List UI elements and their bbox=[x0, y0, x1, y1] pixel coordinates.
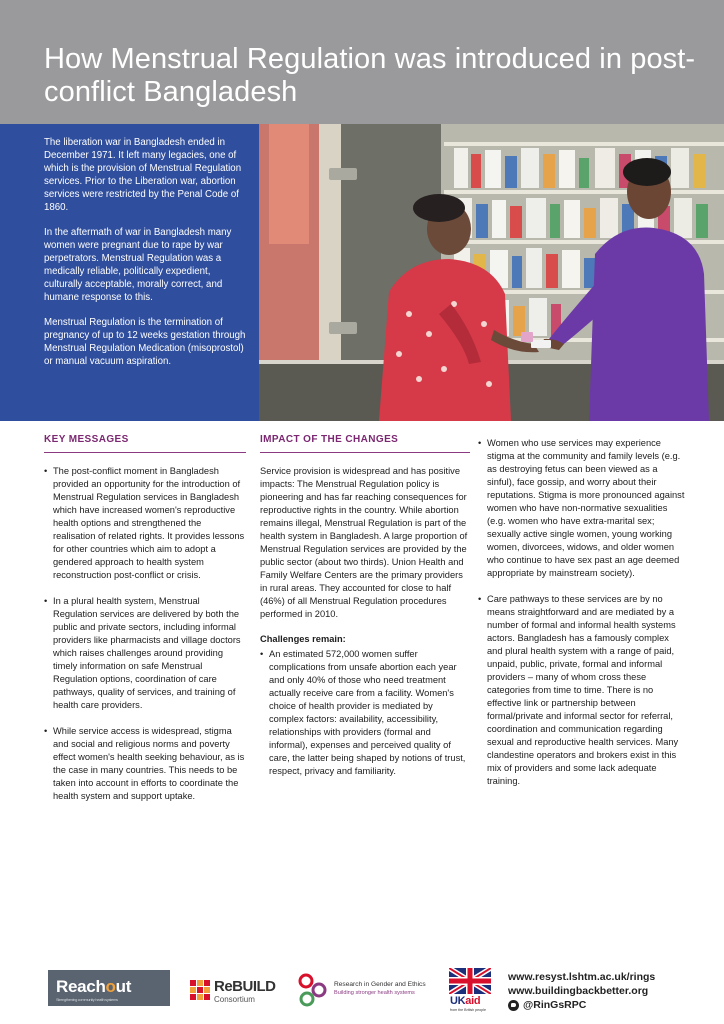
impact-heading: IMPACT OF THE CHANGES bbox=[260, 433, 470, 453]
intro-paragraph: The liberation war in Bangladesh ended in December 1971. It left many legacies, one of which is the provision of Menstrual Regulation services. Prior to the Liberation war, abortion services were restricted by the Penal Code of 1860. bbox=[44, 137, 242, 213]
resyst-link[interactable]: www.resyst.lshtm.ac.uk/rings bbox=[508, 971, 656, 983]
challenge-bullet: • Women who use services may experience stigma at the community and family levels (e.g. as destroying fetus can been viewed as a sinful), face gossip, and worry about their reputations. Stigma is more pronounced against women who have non-normative sexualities (e.g. women who have extra-marital sex; sexually active single women, young working women, divorcees, widows, and older women who continue to have sex past an age deemed appropriate by mainstream society). bbox=[478, 437, 686, 580]
rebuild-mark-icon bbox=[190, 980, 210, 1000]
impact-column bbox=[260, 433, 470, 791]
ukaid-tagline: from the British people bbox=[450, 1008, 486, 1012]
challenge-bullet: • An estimated 572,000 women suffer complications from unsafe abortion each year and only 40% of those who need treatment actually receive care from a facility. Women's choice of health provider is mediated by complex factors: availability, accessibility, relationships with providers (formal and informal), expenses and perceived quality of care, the latter being shaped by notions of trust, respect, privacy and familiarity. bbox=[260, 648, 470, 778]
pharmacy-photo bbox=[259, 124, 724, 421]
rige-logo bbox=[296, 972, 446, 1008]
ukaid-logo bbox=[449, 968, 493, 1016]
reachout-logo: Reachout Strengthening community health systems bbox=[48, 970, 170, 1006]
key-messages-column bbox=[44, 433, 246, 816]
reachout-tagline: Strengthening community health systems bbox=[56, 997, 118, 1002]
pharmacy-scene-image bbox=[259, 124, 724, 421]
key-message-bullet: • While service access is widespread, stigma and social and religious norms and poverty effect women's health seeking behaviour, as is the case in many countries. This needs to be taken into account in efforts to coordinate the health system and support uptake. bbox=[44, 725, 246, 803]
rebuild-sub: Consortium bbox=[214, 995, 255, 1004]
rebuild-name: ReBUILD bbox=[214, 978, 276, 995]
page-title: How Menstrual Regulation was introduced in post-conflict Bangladesh bbox=[44, 43, 696, 108]
rebuild-logo bbox=[190, 976, 290, 1006]
impact-paragraph: Service provision is widespread and has positive impacts: The Menstrual Regulation policy is pioneering and has far reaching consequences for reproductive rights in the country. While abortion remains illegal, Menstrual Regulation is part of the health system in Bangladesh. A large proportion of Menstrual Regulation services are provided by the public sector (about two thirds). Union Health and Family Welfare Centers are the primary providers in rural areas. They accounted for close to half (46%) of all Menstrual Regulation procedures performed in 2010. bbox=[260, 466, 468, 619]
union-flag-icon bbox=[449, 968, 491, 994]
key-message-bullet: • In a plural health system, Menstrual Regulation services are delivered by both the public and private sectors, including informal providers like pharmacists and village doctors which raises challenges around providing timely information on safe Menstrual Regulation options, coordination of care pathways, quality of services, and training of health care providers. bbox=[44, 595, 246, 712]
ukaid-wordmark: UKaid bbox=[450, 995, 481, 1007]
page-header bbox=[0, 0, 724, 124]
intro-paragraph: Menstrual Regulation is the termination of pregnancy of up to 12 weeks gestation through Menstrual Regulation Medication (misoprostol) or manual vacuum aspiration. bbox=[44, 317, 246, 367]
key-messages-heading: KEY MESSAGES bbox=[44, 433, 246, 453]
twitter-handle[interactable] bbox=[508, 998, 655, 1012]
challenges-heading: Challenges remain: bbox=[260, 634, 346, 644]
rige-sub: Building stronger health systems bbox=[334, 990, 415, 996]
twitter-icon bbox=[508, 1000, 519, 1011]
intro-paragraph: In the aftermath of war in Bangladesh many women were pregnant due to rape by war perpetrators. Menstrual Regulation was a medically reliable, politically expedient, culturally acceptable, morally correct, and humane response to this. bbox=[44, 227, 232, 303]
rige-mark-icon bbox=[296, 972, 330, 1008]
buildingbackbetter-link[interactable]: www.buildingbackbetter.org bbox=[508, 985, 649, 997]
footer bbox=[0, 960, 724, 1024]
key-message-bullet: • The post-conflict moment in Bangladesh provided an opportunity for the introduction of Menstrual Regulation services in Bangladesh which have increased women's reproductive health options and strengthened the realisation of related rights. It provides lessons for other countries which aim to adopt a gendered approach to health system reconstruction post-conflict or crisis. bbox=[44, 465, 246, 582]
challenges-continued-column bbox=[478, 437, 686, 801]
intro-panel bbox=[0, 124, 259, 421]
rige-name: Research in Gender and Ethics bbox=[334, 981, 426, 988]
footer-links bbox=[508, 970, 655, 1012]
challenge-bullet: • Care pathways to these services are by no means straightforward and are mediated by a number of formal and informal health systems actors. Bangladesh has a famously complex and plural health system with a range of paid, unpaid, public, private, formal and informal providers – many of whom cross these categories from time to time. There is no effective link or partnership between formal/private and informal sector for referral, coordination and communication regarding sexual and reproductive health services. Many clandestine operators and brokers exist in this mix of providers and some lack adequate training. bbox=[478, 593, 686, 788]
twitter-handle-text: @RinGsRPC bbox=[523, 999, 587, 1011]
